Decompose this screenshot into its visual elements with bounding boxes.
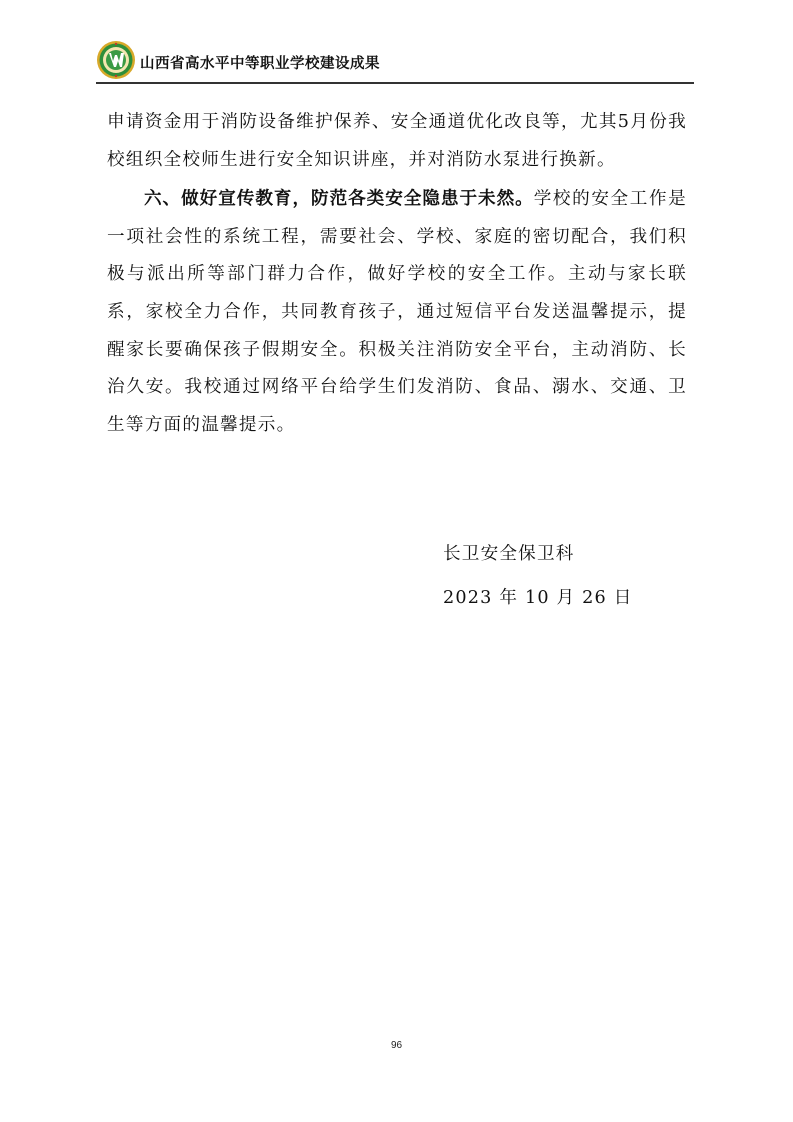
page-number: 96: [390, 1040, 403, 1051]
header-title: 山西省高水平中等职业学校建设成果: [140, 56, 380, 72]
header-divider: [96, 82, 694, 84]
section-heading: 六、做好宣传教育，防范各类安全隐患于未然。: [144, 189, 534, 210]
paragraph-publicity-education: [107, 181, 687, 444]
section-text: 学校的安全工作是一项社会性的系统工程，需要社会、学校、家庭的密切配合，我们积极与派出所等部门群力合作，做好学校的安全工作。主动与家长联系，家校全力合作，共同教育孩子，通过短信平台发送温馨提示，提醒家长要确保孩子假期安全。积极关注消防安全平台，主动消防、长治久安。我校通过网络平台给学生们发消防、食品、溺水、交通、卫生等方面的温馨提示。: [107, 189, 687, 435]
signature-department: 长卫安全保卫科: [443, 544, 575, 564]
school-emblem-logo: [96, 40, 136, 80]
document-body: [107, 104, 687, 444]
signature-date: 2023 年 10 月 26 日: [443, 588, 633, 608]
page-header: [96, 40, 694, 84]
paragraph-fire-safety: 申请资金用于消防设备维护保养、安全通道优化改良等，尤其5月份我校组织全校师生进行安全知识讲座，并对消防水泵进行换新。: [107, 112, 687, 170]
